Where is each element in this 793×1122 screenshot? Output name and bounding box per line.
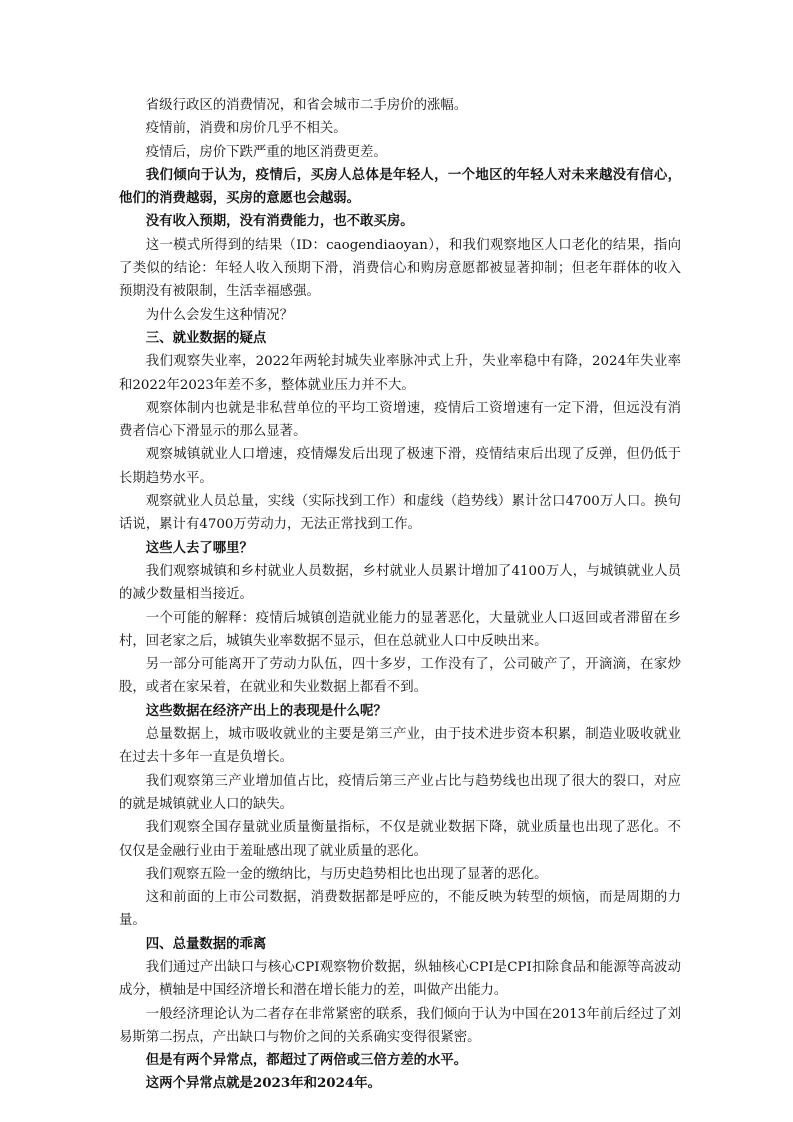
paragraph: 为什么会发生这种情况？	[145, 307, 294, 323]
paragraph: 另一部分可能离开了劳动力队伍，四十多岁，工作没有了，公司破产了，开滴滴，在家炒股，或者在家呆着，在就业和失业数据上都看不到。	[119, 657, 681, 696]
section-heading: 四、总量数据的乖离	[145, 935, 267, 952]
paragraph: 疫情前，消费和房价几乎不相关。	[145, 121, 347, 137]
paragraph: 一般经济理论认为二者存在非常紧密的联系，我们倾向于认为中国在2013年前后经过了刘易斯第二拐点，产出缺口与物价之间的关系确实变得很紧密。	[119, 1006, 681, 1045]
paragraph: 疫情后，房价下跌严重的地区消费更差。	[145, 144, 387, 160]
paragraph: 我们观察城镇和乡村就业人员数据，乡村就业人员累计增加了4100万人，与城镇就业人员的减少数量相当接近。	[119, 563, 681, 603]
bold-paragraph: 这两个异常点就是2023年和2024年。	[145, 1075, 382, 1092]
paragraph: 我们通过产出缺口与核心CPI观察物价数据，纵轴核心CPI是CPI扣除食品和能源等高波动成分，横轴是中国经济增长和潜在增长能力的差，叫做产出能力。	[119, 959, 681, 999]
paragraph: 我们观察全国存量就业质量衡量指标，不仅是就业数据下降，就业质量也出现了恶化。不仅仅是金融行业由于羞耻感出现了就业质量的恶化。	[119, 820, 681, 859]
paragraph: 这和前面的上市公司数据，消费数据都是呼应的，不能反映为转型的烦恼，而是周期的力量。	[119, 890, 681, 929]
bold-paragraph: 这些人去了哪里？	[145, 539, 253, 556]
section-heading: 三、就业数据的疑点	[145, 329, 267, 346]
bold-paragraph: 这些数据在经济产出上的表现是什么呢？	[145, 702, 387, 719]
paragraph: 我们观察第三产业增加值占比，疫情后第三产业占比与趋势线也出现了很大的裂口，对应的就是城镇就业人口的缺失。	[119, 773, 681, 812]
paragraph: 这一模式所得到的结果（ID：caogendiaoyan），和我们观察地区人口老化的结果，指向了类似的结论：年轻人收入预期下滑，消费信心和购房意愿都被显著抑制；但老年群体的收入预期没有被限制，生活幸福感强。	[119, 237, 681, 300]
article-body	[119, 94, 681, 1096]
bold-paragraph: 我们倾向于认为，疫情后，买房人总体是年轻人，一个地区的年轻人对未来越没有信心，他们的消费越弱，买房的意愿也会越弱。	[119, 166, 681, 207]
paragraph: 观察体制内也就是非私营单位的平均工资增速，疫情后工资增速有一定下滑，但远没有消费者信心下滑显示的那么显著。	[119, 400, 681, 440]
paragraph: 我们观察五险一金的缴纳比，与历史趋势相比也出现了显著的恶化。	[145, 866, 548, 882]
bold-paragraph: 但是有两个异常点，都超过了两倍或三倍方差的水平。	[145, 1052, 468, 1069]
bold-paragraph: 没有收入预期，没有消费能力，也不敢买房。	[145, 213, 414, 230]
paragraph: 省级行政区的消费情况，和省会城市二手房价的涨幅。	[145, 98, 468, 113]
paragraph: 观察城镇就业人口增速，疫情爆发后出现了极速下滑，疫情结束后出现了反弹，但仍低于长期趋势水平。	[119, 447, 681, 486]
paragraph: 我们观察失业率，2022年两轮封城失业率脉冲式上升，失业率稳中有降，2024年失业率和2022年2023年差不多，整体就业压力并不大。	[119, 354, 681, 393]
paragraph: 总量数据上，城市吸收就业的主要是第三产业，由于技术进步资本积累，制造业吸收就业在过去十多年一直是负增长。	[119, 727, 681, 766]
paragraph: 一个可能的解释：疫情后城镇创造就业能力的显著恶化，大量就业人口返回或者滞留在乡村，回老家之后，城镇失业率数据不显示，但在总就业人口中反映出来。	[119, 610, 681, 649]
paragraph: 观察就业人员总量，实线（实际找到工作）和虚线（趋势线）累计岔口4700万人口。换句话说，累计有4700万劳动力，无法正常找到工作。	[119, 494, 681, 533]
